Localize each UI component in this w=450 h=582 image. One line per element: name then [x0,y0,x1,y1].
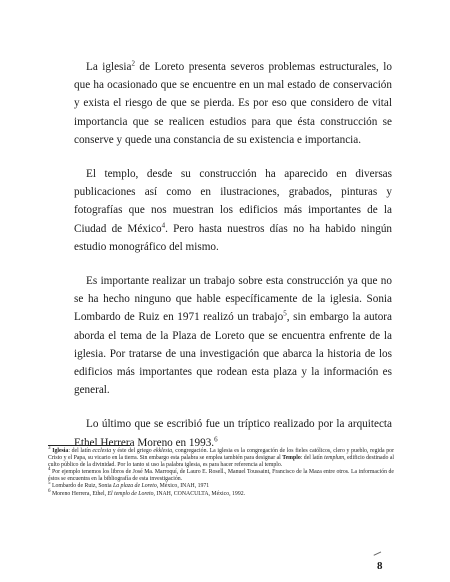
footnote-ref: 2 [131,59,135,68]
footnote-6: $^6$ Moreno Herrera, Ethel, El templo de Loreto, INAH, CONACULTA, México, 1992. [48,488,246,497]
footnote-4: $^4$ Por ejemplo tenemos los libros de José Ma. Marroquí, de Lauro E. Rosell., Manuel Toussaint, Francisco de la Maza entre otros. La información de éstos se encuentra en la bibliografía de esta investigación. [48,467,394,483]
main-text [74,58,392,468]
footnote-5: $^5$ Lombardo de Ruiz, Sonia La plaza de Loreto, México, INAH, 1971 [48,481,210,490]
paragraph-4: Lo último que se escribió fue un tríptico realizado por la arquitecta Ethel Herrera Moreno en 1993.$^6$ [74,418,392,449]
pen-mark [374,551,383,558]
page-number: 8 [377,560,383,572]
paragraph-3: Es importante realizar un trabajo sobre esta construcción ya que no se ha hecho ninguno que hable específicamente de la iglesia. Sonia Lombardo de Ruiz en 1971 realizó un trabajo$^5$, sin embargo la autora aborda el tema de la Plaza de Loreto que se encuentra enfrente de la iglesia. Por tratarse de una investigación que abarca la historia de los edificios más importantes que rodean esta plaza y la información es general. [74,275,392,397]
footnote-ref: 4 [161,220,166,229]
footnotes [48,448,394,498]
footnote-3: $^3$ Iglesia: del latín ecclesia y éste del griego ekklesia, congregación. La iglesia es la congregación de los fieles católicos, clero y pueblo, regida por Cristo y el Papa, su vicario en la tierra. Sin embargo esta palabra se emplea también para designar al Templo: del latín templum, edificio destinado al culto público de la divinidad. Por lo tanto si uso la palabra iglesia, es para hacer referencia al templo. [48,446,395,469]
footnote-ref: 6 [214,434,218,443]
footnote-divider [48,445,130,446]
paragraph-1: La iglesia$^2$ de Loreto presenta severos problemas estructurales, lo que ha ocasionado que se encuentre en un mal estado de conservación y exista el riesgo de que se pierda. Es por eso que considero de vital importancia que se realicen estudios para que ésta construcción se conserve y quede una constancia de su existencia e importancia. [74,59,392,146]
paragraph-2: El templo, desde su construcción ha aparecido en diversas publicaciones así como en ilustraciones, grabados, pinturas y fotografías que nos muestran los edificios más importantes de la Ciudad de México$^4$. Pero hasta nuestros días no ha habido ningún estudio monográfico del mismo. [74,168,393,253]
footnote-ref: 5 [283,309,287,318]
